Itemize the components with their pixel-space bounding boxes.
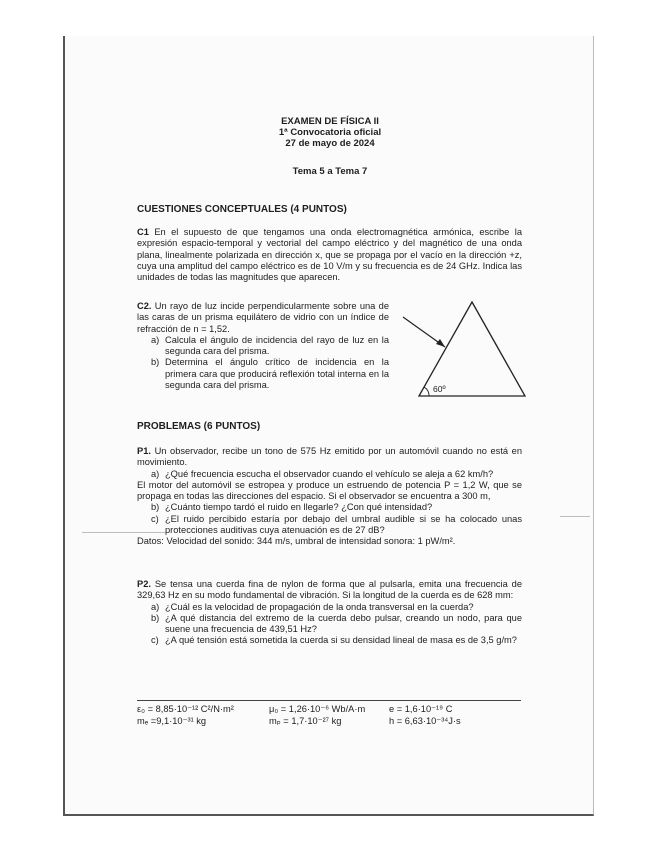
constants-block — [137, 704, 522, 730]
exam-topics: Tema 5 a Tema 7 — [292, 166, 368, 177]
cuestiones-heading: CUESTIONES CONCEPTUALES (4 PUNTOS) — [137, 204, 347, 215]
c2-label: C2. — [137, 301, 152, 311]
p1-intro: Un observador, recibe un tono de 575 Hz emitido por un automóvil cuando no está en movimiento. — [137, 446, 522, 468]
prism-diagram — [395, 300, 530, 402]
p1-middle: El motor del automóvil se estropea y produce un estruendo de potencia P = 1,2 W, que se propaga en todas las direcciones del espacio. Si el observador se encuentra a 300 m, — [137, 479, 522, 502]
p2-item-b: b) ¿A qué distancia del extremo de la cuerda debo pulsar, creando un nodo, para que suene una frecuencia de 439,51 Hz? — [151, 612, 522, 635]
p1-datos: Datos: Velocidad del sonido: 344 m/s, umbral de intensidad sonora: 1 pW/m². — [137, 536, 456, 547]
const-mu0: μ₀ = 1,26·10⁻⁶ Wb/A·m — [269, 704, 366, 714]
question-c1 — [137, 227, 522, 283]
question-c2 — [137, 301, 389, 391]
p1-item-c: c) ¿El ruido percibido estaría por debajo del umbral audible si se ha colocado unas protecciones auditivas cuya atenuación es de 27 dB? — [151, 513, 522, 536]
exam-title: EXAMEN DE FÍSICA II — [281, 116, 379, 127]
const-mp: mₚ = 1,7·10⁻²⁷ kg — [269, 716, 342, 726]
const-e: e = 1,6·10⁻¹⁹ C — [389, 704, 453, 714]
c1-text: En el supuesto de que tengamos una onda electromagnética armónica, escribe la expresión espacio-temporal y vectorial del campo eléctrico y del magnético de una onda plana, linealmente polarizada en dirección x, que se propaga por el vacío en la dirección +z, cuya una amplitud del campo eléctrico es de 10 V/m y su frecuencia es de 24 GHz. Indica las unidades de todas las magnitudes que aparecen. — [137, 227, 522, 283]
const-me: mₑ =9,1·10⁻³¹ kg — [137, 716, 207, 726]
p1-item-b: b) ¿Cuánto tiempo tardó el ruido en llegarle? ¿Con qué intensidad? — [151, 502, 433, 513]
exam-date: 27 de mayo de 2024 — [285, 138, 375, 149]
problemas-heading: PROBLEMAS (6 PUNTOS) — [137, 421, 261, 432]
p2-item-c: c) ¿A qué tensión está sometida la cuerda si su densidad lineal de masa es de 3,5 g/m? — [151, 635, 517, 646]
c2-text: Un rayo de luz incide perpendicularmente sobre una de las caras de un prisma equilátero de vidrio con un índice de refracción de n = 1,52. — [137, 301, 389, 334]
p1-label: P1. — [137, 446, 151, 456]
const-h: h = 6,63·10⁻³⁴J·s — [389, 716, 461, 726]
problem-p2 — [137, 579, 522, 647]
c1-label: C1 — [137, 227, 149, 237]
c2-item-a: a) Calcula el ángulo de incidencia del rayo de luz en la segunda cara del prisma. — [151, 334, 389, 357]
angle-arc — [424, 387, 429, 396]
scan-line-right — [560, 516, 590, 517]
problem-p1 — [137, 446, 522, 548]
angle-label: 60º — [433, 384, 446, 394]
exam-convocatoria: 1ª Convocatoria oficial — [278, 127, 382, 138]
equilateral-prism — [419, 302, 525, 396]
exam-header — [130, 116, 530, 149]
p1-item-a: a) ¿Qué frecuencia escucha el observador cuando el vehículo se aleja a 62 km/h? — [151, 468, 494, 479]
p2-label: P2. — [137, 579, 151, 589]
constants-rule — [137, 700, 521, 701]
ray-arrowhead — [436, 339, 445, 347]
const-eps0: ε₀ = 8,85·10⁻¹² C²/N·m² — [137, 704, 234, 714]
p2-item-a: a) ¿Cuál es la velocidad de propagación de la onda transversal en la cuerda? — [151, 601, 474, 612]
p2-intro: Se tensa una cuerda fina de nylon de forma que al pulsarla, emita una frecuencia de 329,63 Hz en su modo fundamental de vibración. Si la longitud de la cuerda es de 628 mm: — [137, 579, 522, 601]
c2-item-b: b) Determina el ángulo crítico de incidencia en la primera cara que producirá reflexión total interna en la segunda cara del prisma. — [151, 357, 389, 391]
